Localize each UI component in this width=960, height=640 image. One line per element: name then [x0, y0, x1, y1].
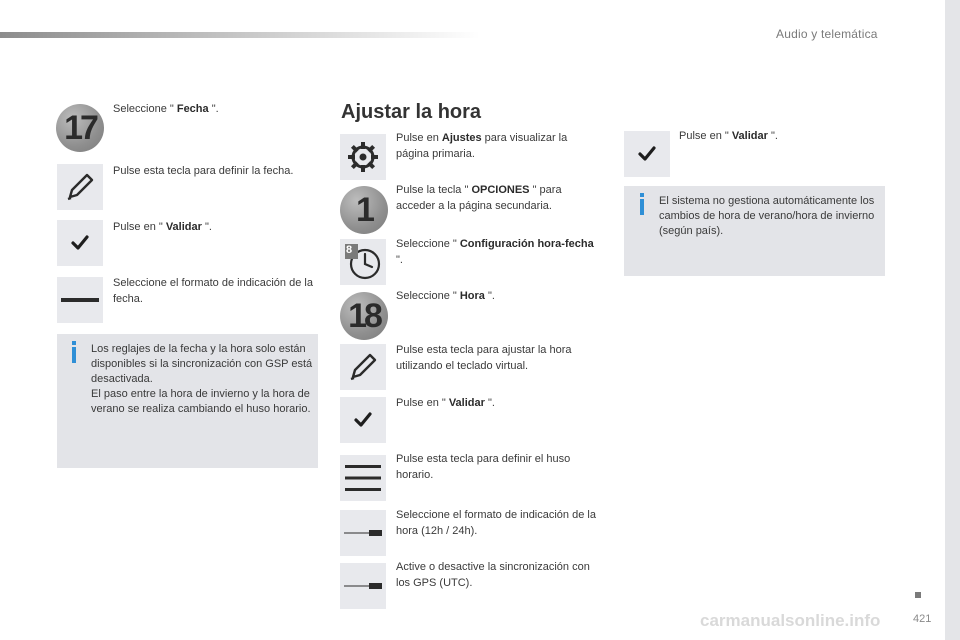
settings-button[interactable]: [340, 134, 386, 180]
mid-row-7: Pulse esta tecla para definir el huso horario.: [396, 453, 571, 481]
toggle-icon: [60, 290, 100, 310]
left-info-box: [57, 334, 318, 468]
step-badge-1: 1: [340, 186, 388, 234]
check-icon: [637, 144, 657, 164]
gear-icon: [346, 140, 380, 174]
menu-icon: [344, 461, 382, 495]
page-edge-strip: [945, 0, 960, 640]
info-icon: [640, 199, 644, 215]
mid-row-2: Pulse la tecla " OPCIONES " para acceder a la página secundaria.: [396, 184, 562, 212]
step-badge-17: 17: [56, 104, 104, 152]
right-info-box: [624, 186, 885, 276]
clock-badge-number: 8: [346, 244, 353, 256]
left-row-1: Seleccione " Fecha ".: [113, 103, 219, 115]
left-row-2: Pulse esta tecla para definir la fecha.: [113, 165, 294, 177]
right-row-1: Pulse en " Validar ".: [679, 130, 778, 142]
mid-row-3: Seleccione " Configuración hora-fecha ".: [396, 238, 594, 266]
section-title: Ajustar la hora: [341, 101, 482, 123]
right-info-text: El sistema no gestiona automáticamente los cambios de hora de verano/hora de invierno (según país).: [659, 195, 875, 237]
gps-sync-toggle[interactable]: [340, 563, 386, 609]
left-row-3: Pulse en " Validar ".: [113, 221, 212, 233]
time-format-toggle[interactable]: [340, 510, 386, 556]
mid-row-6: Pulse en " Validar ".: [396, 397, 495, 409]
timezone-button[interactable]: [340, 455, 386, 501]
mid-row-8: Seleccione el formato de indicación de la hora (12h / 24h).: [396, 509, 596, 537]
toggle-icon: [343, 576, 383, 596]
time-date-config-button[interactable]: [340, 239, 386, 285]
left-info-text: Los reglajes de la fecha y la hora solo están disponibles si la sincronización con GSP está desactivada. El paso entre la hora de invierno y la hora de verano se realiza cambiando el huso horario.: [91, 343, 313, 415]
header-bar: [0, 32, 480, 38]
watermark: carmanualsonline.info: [700, 611, 881, 630]
pencil-button[interactable]: [57, 164, 103, 210]
page-marker: [915, 592, 921, 598]
mid-row-4: Seleccione " Hora ".: [396, 290, 495, 302]
pencil-icon: [346, 350, 380, 384]
page-number: 421: [913, 613, 932, 625]
time-edit-button[interactable]: [340, 344, 386, 390]
validate-button[interactable]: [340, 397, 386, 443]
mid-row-5: Pulse esta tecla para ajustar la hora utilizando el teclado virtual.: [396, 344, 572, 372]
validate-button[interactable]: [624, 131, 670, 177]
check-icon: [353, 410, 373, 430]
step-badge-18: 18: [340, 292, 388, 340]
check-icon: [70, 233, 90, 253]
info-icon: [72, 347, 76, 363]
pencil-icon: [63, 170, 97, 204]
left-row-4: Seleccione el formato de indicación de la fecha.: [113, 277, 313, 305]
mid-row-1: Pulse en Ajustes para visualizar la página primaria.: [396, 132, 568, 160]
mid-row-9: Active o desactive la sincronización con los GPS (UTC).: [396, 561, 590, 589]
toggle-icon: [343, 523, 383, 543]
validate-button[interactable]: [57, 220, 103, 266]
header-title: Audio y telemática: [776, 27, 878, 41]
date-format-toggle[interactable]: [57, 277, 103, 323]
